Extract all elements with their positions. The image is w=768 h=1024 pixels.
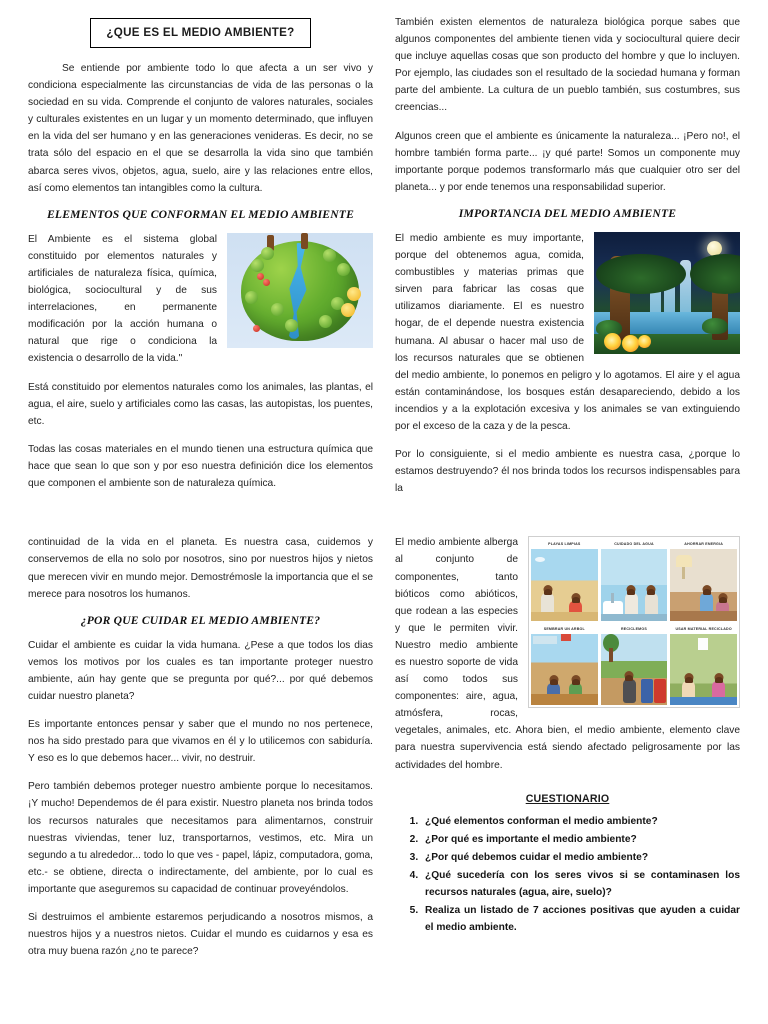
left-paragraph-2: El Ambiente es el sistema global constituido por elementos naturales y artificiales de naturaleza física, química, biológica, sociocultural y de sus interrelaciones, en permanente modificación por la acción humana o natural que rige o condiciona la existencia o desarrollo de la vida." — [28, 233, 217, 365]
questionnaire-item: 1. ¿Qué elementos conforman el medio ambiente? — [421, 813, 740, 830]
left-bottom-paragraph-1: continuidad de la vida en el planeta. Es nuestra casa, cuidemos y conservemos de ella no solo por nosotros, sino por nuestros hijos y nietos que merecen vivir en mundo mejor. Demostrémosle la importancia que el se merece para nosotros los humanos. — [28, 537, 373, 600]
forest-waterfall-image — [594, 232, 740, 354]
collage-panel-1 — [531, 539, 598, 621]
collage-panel-2-label: CUIDADO DEL AGUA — [601, 539, 668, 549]
left-bottom-paragraph-4: Pero también debemos proteger nuestro ambiente porque lo necesitamos. ¡Y mucho! Dependemos de él para existir. Nuestro planeta nos brinda todos los recursos naturales que necesitamos para alimentarnos, construir nuestras viviendas, tener luz, transportarnos, vestimos, etc. Mira un segundo a tu alrededor... todo lo que ves - papel, lápiz, computadora, goma, etc.- se obtiene, directa o indirectamente, del ambiente, por lo cual es importante que aseguremos su capacidad de continuar proveyéndolos. — [28, 781, 373, 895]
collage-panel-3-label: AHORRAR ENERGIA — [670, 539, 737, 549]
top-section — [28, 14, 740, 508]
collage-panel-5-label: RECICLEMOS — [601, 624, 668, 634]
right-column-top — [395, 14, 740, 508]
questionnaire-title: CUESTIONARIO — [525, 792, 610, 805]
section-heading-importancia: IMPORTANCIA DEL MEDIO AMBIENTE — [458, 206, 677, 220]
questionnaire-item: 3. ¿Por qué debemos cuidar el medio ambiente? — [421, 849, 740, 866]
questionnaire-item: 4. ¿Qué sucedería con los seres vivos si se contaminasen los recursos naturales (agua, aire, suelo)? — [421, 867, 740, 901]
globe-earth-image — [227, 233, 373, 348]
collage-panel-1-label: PLAYAS LIMPIAS — [531, 539, 598, 549]
right-paragraph-4: Por lo consiguiente, si el medio ambiente es nuestra casa, ¿porque lo estamos destruyendo? él nos brinda todos los recursos indispensables para la — [395, 449, 740, 495]
left-paragraph-3: Está constituido por elementos naturales como los animales, las plantas, el agua, el aire, suelo y artificiales como las casas, las autopistas, los puentes, etc. — [28, 381, 373, 427]
collage-panel-4 — [531, 624, 598, 706]
collage-panel-6-label: USAR MATERIAL RECICLADO — [670, 624, 737, 634]
questionnaire-list — [395, 813, 740, 936]
eco-habits-collage — [528, 536, 740, 708]
bottom-section — [28, 534, 740, 971]
section-heading-porque-cuidar: ¿POR QUE CUIDAR EL MEDIO AMBIENTE? — [80, 613, 321, 627]
left-paragraph-1: Se entiende por ambiente todo lo que afecta a un ser vivo y condiciona especialmente las circunstancias de vida de las personas o la sociedad en su vida. Comprende el conjunto de valores naturales, sociales y culturales existentes en un lugar y un momento determinado, que influyen en la vida del ser humano y en las generaciones venideras. Es decir, no se trata sólo del espacio en el que se desarrolla la vida sino que también abarca seres vivos, objetos, agua, suelo, aire y las relaciones entre ellos, así como elementos tan intangibles como la cultura. — [28, 63, 373, 194]
left-paragraph-4: Todas las cosas materiales en el mundo tienen una estructura química que hace que sean lo que son y por eso nuestra definición dice los elementos que componen el ambiente son de naturaleza química. — [28, 443, 373, 489]
left-column-bottom — [28, 534, 373, 971]
document-title-box: ¿QUE ES EL MEDIO AMBIENTE? — [90, 18, 311, 48]
questionnaire-item: 5. Realiza un listado de 7 acciones positivas que ayuden a cuidar el medio ambiente. — [421, 902, 740, 936]
collage-panel-5 — [601, 624, 668, 706]
right-paragraph-1: También existen elementos de naturaleza biológica porque sabes que algunos componentes del ambiente tienen vida y sociocultural quiere decir que incluye aquellas cosas que son producto del hombre y que lo incluyen. Por ejemplo, las ciudades son el resultado de la sociedad humana y forman parte del ambiente. La cultura de un pueblo también, sus costumbres, sus creencias... — [395, 17, 740, 114]
questionnaire-item: 2. ¿Por qué es importante el medio ambiente? — [421, 831, 740, 848]
collage-panel-4-label: SEMBRAR UN ARBOL — [531, 624, 598, 634]
left-column-top — [28, 14, 373, 508]
collage-panel-2 — [601, 539, 668, 621]
right-column-bottom — [395, 534, 740, 971]
left-bottom-paragraph-5: Si destruimos el ambiente estaremos perjudicando a nosotros mismos, a nuestros hijos y a nuestros nietos. Cuidar el mundo es cuidarnos y esa es otra muy buena razón ¿no te parece? — [28, 912, 373, 958]
section-heading-elementos: ELEMENTOS QUE CONFORMAN EL MEDIO AMBIENTE — [46, 207, 355, 221]
right-paragraph-3: El medio ambiente es muy importante, porque del obtenemos agua, comida, combustibles y materias primas que sirven para fabricar las cosas que utilizamos diariamente. El es nuestro hogar, de el depende nuestra existencia humana. Al abusar o hacer mal uso de los recursos naturales que se obtienen del medio ambiente, lo ponemos en peligro y lo agotamos. El aire y el agua están contaminándose, los bosques están desapareciendo, debido a los incendios y a la explotación excesiva y los animales se van extinguiendo por el exceso de la caza y de la pesca. — [395, 232, 740, 432]
collage-panel-3 — [670, 539, 737, 621]
left-bottom-paragraph-3: Es importante entonces pensar y saber que el mundo no nos pertenece, nos ha sido prestado para que vivamos en él y lo utilicemos con sabiduría. Y eso es lo que debemos hacer... vivir, no destruir. — [28, 719, 373, 765]
column-break-gap — [28, 508, 740, 534]
collage-panel-6 — [670, 624, 737, 706]
left-bottom-paragraph-2: Cuidar el ambiente es cuidar la vida humana. ¿Pese a que todos los dias vemos los motivos por los cuales es tan importante proteger nuestro ambiente, aún hay gente que se pregunta por qué?... por qué debemos cuidar nuestro planeta? — [28, 639, 373, 702]
right-bottom-paragraph-1: El medio ambiente alberga al conjunto de componentes, tanto bióticos como abióticos, que rodean a las especies y que le permiten vivir. Nuestro medio ambiente es nuestro soporte de vida así como todos sus componentes: aire, agua, atmósfera, rocas, vegetales, animales, etc. Ahora bien, el medio ambiente, elemento clave para nuestra supervivencia está siendo afectado peligrosamente por las actividades del hombre. — [395, 537, 740, 771]
right-paragraph-2: Algunos creen que el ambiente es únicamente la naturaleza... ¡Pero no!, el hombre también forma parte... ¡y qué parte! Somos un componente muy importante porque podemos transformarlo más que cualquier otro ser del planeta... y por ende tenemos una responsabilidad superior. — [395, 130, 740, 193]
